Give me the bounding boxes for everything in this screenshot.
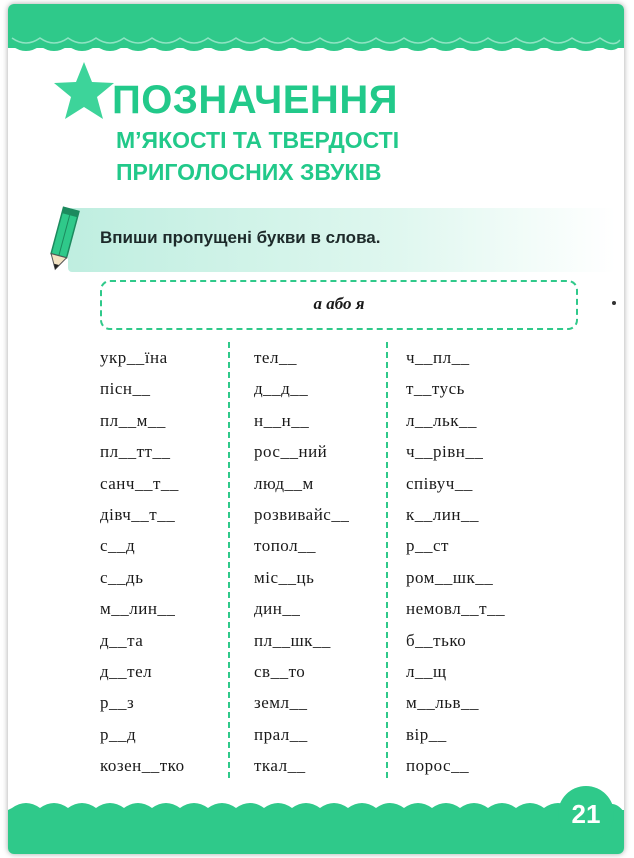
word-item: козен__тко [100,756,185,776]
stray-dot [612,301,616,305]
bottom-decor-band [8,810,624,854]
word-item: немовл__т__ [406,599,506,619]
word-column-3 [406,342,505,781]
word-item: р__ст [406,536,449,556]
word-item: с__д [100,536,136,556]
word-item: розвивайс__ [254,504,350,524]
word-item: ч__пл__ [406,348,470,367]
word-item: св__то [254,661,306,681]
page-subtitle-line1: М’ЯКОСТІ ТА ТВЕРДОСТІ [116,127,400,153]
word-item: т__тусь [406,379,465,399]
word-item: л__льк__ [406,410,477,430]
word-item: топол__ [254,536,317,556]
column-divider [228,342,230,778]
word-item: люд__м [254,473,314,493]
word-item: ткал__ [254,756,306,776]
letter-hint-box [100,280,578,330]
word-item: співуч__ [406,473,473,493]
word-item: пл__м__ [100,410,166,430]
page-subtitle-line2: ПРИГОЛОСНИХ ЗВУКІВ [116,159,382,185]
word-item: ч__рівн__ [406,442,484,462]
word-column-2 [254,342,349,781]
word-item: тел__ [254,348,297,367]
word-item: р__д [100,724,137,744]
page-title: ПОЗНАЧЕННЯ [112,78,398,122]
word-item: д__тел [100,661,153,681]
word-item: н__н__ [254,410,310,430]
word-item: м__лин__ [100,599,176,619]
word-item: міс__ць [254,567,315,587]
word-item: рос__ний [254,442,328,462]
word-item: порос__ [406,756,470,776]
word-item: ром__шк__ [406,567,494,587]
word-item: вір__ [406,724,447,744]
pencil-icon [42,204,82,276]
word-item: санч__т__ [100,473,179,493]
page-number-badge: 21 [558,786,614,842]
task-instruction: Впиши пропущені букви в слова. [100,228,381,247]
word-item: земл__ [254,693,308,713]
word-item: прал__ [254,724,308,744]
word-item: пл__тт__ [100,442,171,462]
word-item: б__тько [406,630,467,650]
word-item: л__щ [406,661,447,681]
workbook-page [8,4,624,854]
word-item: к__лин__ [406,504,479,524]
word-item: р__з [100,693,135,713]
word-item: пл__шк__ [254,630,331,650]
word-item: д__та [100,630,144,650]
top-scallop-border [8,32,624,60]
word-item: м__льв__ [406,693,480,713]
word-item: с__дь [100,567,144,587]
star-icon [52,60,116,122]
column-divider [386,342,388,778]
word-item: пісн__ [100,379,151,399]
word-column-1 [100,342,185,781]
letter-hint: а або я [313,294,365,313]
word-item: д__д__ [254,379,309,399]
word-item: укр__їна [100,348,168,367]
word-item: дин__ [254,599,301,619]
word-item: дівч__т__ [100,504,176,524]
